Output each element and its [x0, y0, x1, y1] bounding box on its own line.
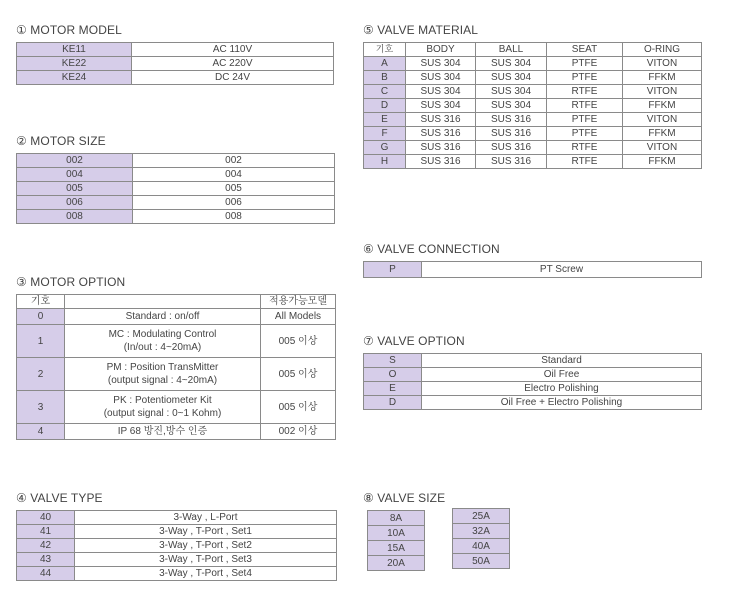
header-code: 기호 — [17, 295, 65, 309]
size-cell: 10A — [368, 526, 425, 541]
code-cell: 2 — [17, 358, 65, 391]
code-cell: O — [364, 368, 422, 382]
description-line: PK : Potentiometer Kit — [113, 395, 212, 406]
ball-cell: SUS 316 — [476, 141, 547, 155]
motor-option-section — [16, 275, 336, 440]
code-cell: B — [364, 71, 406, 85]
models-cell: 002 이상 — [261, 424, 336, 440]
table-row — [17, 358, 336, 391]
table-row — [17, 539, 337, 553]
valve-type-section — [16, 491, 337, 581]
value-cell: AC 110V — [132, 43, 334, 57]
seat-cell: RTFE — [547, 99, 623, 113]
value-cell: 006 — [133, 196, 335, 210]
table-row — [17, 154, 335, 168]
code-cell: 008 — [17, 210, 133, 224]
table-row — [364, 127, 702, 141]
value-cell: 004 — [133, 168, 335, 182]
body-cell: SUS 316 — [406, 155, 476, 169]
header-oring: O-RING — [623, 43, 702, 57]
table-row — [364, 262, 702, 278]
body-cell: SUS 316 — [406, 141, 476, 155]
description-line: IP 68 방진,방수 인증 — [117, 426, 208, 437]
header-code: 기호 — [364, 43, 406, 57]
valve-type-table — [16, 510, 337, 581]
oring-cell: FFKM — [623, 127, 702, 141]
table-row — [364, 71, 702, 85]
motor-size-table — [16, 153, 335, 224]
code-cell: 0 — [17, 309, 65, 325]
code-cell: 44 — [17, 567, 75, 581]
description-line: Standard : on/off — [125, 311, 200, 322]
oring-cell: VITON — [623, 113, 702, 127]
code-cell: H — [364, 155, 406, 169]
value-cell: 005 — [133, 182, 335, 196]
table-row — [364, 396, 702, 410]
value-cell: Oil Free — [422, 368, 702, 382]
size-cell: 15A — [368, 541, 425, 556]
ball-cell: SUS 316 — [476, 127, 547, 141]
description-cell — [65, 325, 261, 358]
valve-size-section — [363, 491, 490, 569]
size-cell: 32A — [453, 524, 510, 539]
code-cell: 006 — [17, 196, 133, 210]
valve-connection-title: ⑥ VALVE CONNECTION — [363, 242, 500, 256]
header-models: 적용가능모델 — [261, 295, 336, 309]
table-row — [453, 509, 510, 524]
code-cell: 42 — [17, 539, 75, 553]
code-cell: 41 — [17, 525, 75, 539]
description-subline: (output signal : 4~20mA) — [107, 375, 218, 386]
seat-cell: RTFE — [547, 141, 623, 155]
table-row — [364, 113, 702, 127]
ball-cell: SUS 304 — [476, 99, 547, 113]
size-cell: 40A — [453, 539, 510, 554]
table-row — [364, 368, 702, 382]
oring-cell: FFKM — [623, 99, 702, 113]
table-row — [453, 524, 510, 539]
description-cell — [65, 424, 261, 440]
code-cell: 004 — [17, 168, 133, 182]
oring-cell: FFKM — [623, 155, 702, 169]
size-cell: 25A — [453, 509, 510, 524]
table-row — [364, 99, 702, 113]
seat-cell: PTFE — [547, 57, 623, 71]
code-cell: KE22 — [17, 57, 132, 71]
value-cell: 008 — [133, 210, 335, 224]
table-row — [453, 554, 510, 569]
valve-connection-table — [363, 261, 702, 278]
value-cell: PT Screw — [422, 262, 702, 278]
oring-cell: FFKM — [623, 71, 702, 85]
header-body: BODY — [406, 43, 476, 57]
valve-connection-section — [363, 242, 702, 278]
size-cell: 8A — [368, 511, 425, 526]
seat-cell: PTFE — [547, 127, 623, 141]
code-cell: S — [364, 354, 422, 368]
table-row — [17, 424, 336, 440]
table-row — [17, 182, 335, 196]
code-cell: 4 — [17, 424, 65, 440]
table-row — [17, 57, 334, 71]
code-cell: F — [364, 127, 406, 141]
code-cell: P — [364, 262, 422, 278]
valve-option-section — [363, 334, 702, 410]
table-row — [17, 325, 336, 358]
value-cell: 3-Way , T-Port , Set1 — [75, 525, 337, 539]
ball-cell: SUS 316 — [476, 155, 547, 169]
table-row — [364, 354, 702, 368]
models-cell: 005 이상 — [261, 391, 336, 424]
motor-model-section — [16, 23, 334, 85]
body-cell: SUS 304 — [406, 99, 476, 113]
description-line: MC : Modulating Control — [108, 329, 217, 340]
code-cell: 1 — [17, 325, 65, 358]
valve-option-title: ⑦ VALVE OPTION — [363, 334, 465, 348]
valve-material-section — [363, 23, 702, 169]
table-header-row — [17, 295, 336, 309]
value-cell: 3-Way , L-Port — [75, 511, 337, 525]
header-ball: BALL — [476, 43, 547, 57]
description-cell — [65, 309, 261, 325]
motor-model-title: ① MOTOR MODEL — [16, 23, 122, 37]
code-cell: C — [364, 85, 406, 99]
code-cell: KE24 — [17, 71, 132, 85]
table-row — [17, 391, 336, 424]
valve-option-table — [363, 353, 702, 410]
models-cell: 005 이상 — [261, 325, 336, 358]
table-row — [364, 85, 702, 99]
value-cell: DC 24V — [132, 71, 334, 85]
description-cell — [65, 358, 261, 391]
code-cell: G — [364, 141, 406, 155]
table-header-row — [364, 43, 702, 57]
seat-cell: RTFE — [547, 85, 623, 99]
value-cell: AC 220V — [132, 57, 334, 71]
code-cell: 005 — [17, 182, 133, 196]
motor-size-title: ② MOTOR SIZE — [16, 134, 106, 148]
code-cell: 43 — [17, 553, 75, 567]
seat-cell: PTFE — [547, 71, 623, 85]
value-cell: 3-Way , T-Port , Set3 — [75, 553, 337, 567]
body-cell: SUS 316 — [406, 127, 476, 141]
body-cell: SUS 304 — [406, 71, 476, 85]
motor-option-table — [16, 294, 336, 440]
code-cell: D — [364, 99, 406, 113]
table-row — [364, 155, 702, 169]
table-row — [368, 556, 425, 571]
valve-size-table-left — [367, 510, 425, 571]
oring-cell: VITON — [623, 141, 702, 155]
table-row — [17, 210, 335, 224]
body-cell: SUS 304 — [406, 57, 476, 71]
table-row — [17, 525, 337, 539]
code-cell: 002 — [17, 154, 133, 168]
header-description — [65, 295, 261, 309]
models-cell: All Models — [261, 309, 336, 325]
seat-cell: RTFE — [547, 155, 623, 169]
code-cell: A — [364, 57, 406, 71]
value-cell: Oil Free + Electro Polishing — [422, 396, 702, 410]
ball-cell: SUS 304 — [476, 85, 547, 99]
code-cell: 3 — [17, 391, 65, 424]
size-cell: 20A — [368, 556, 425, 571]
valve-type-title: ④ VALVE TYPE — [16, 491, 103, 505]
motor-size-section — [16, 134, 335, 224]
value-cell: 3-Way , T-Port , Set2 — [75, 539, 337, 553]
code-cell: E — [364, 382, 422, 396]
description-cell — [65, 391, 261, 424]
valve-material-table — [363, 42, 702, 169]
table-row — [368, 541, 425, 556]
valve-material-title: ⑤ VALVE MATERIAL — [363, 23, 479, 37]
table-row — [17, 168, 335, 182]
description-line: PM : Position TransMitter — [106, 362, 219, 373]
header-seat: SEAT — [547, 43, 623, 57]
value-cell: Electro Polishing — [422, 382, 702, 396]
ball-cell: SUS 304 — [476, 71, 547, 85]
table-row — [17, 71, 334, 85]
table-row — [17, 567, 337, 581]
table-row — [368, 511, 425, 526]
description-subline: (In/out : 4~20mA) — [123, 342, 202, 353]
table-row — [17, 196, 335, 210]
code-cell: 40 — [17, 511, 75, 525]
code-cell: KE11 — [17, 43, 132, 57]
value-cell: Standard — [422, 354, 702, 368]
seat-cell: PTFE — [547, 113, 623, 127]
table-row — [17, 43, 334, 57]
oring-cell: VITON — [623, 85, 702, 99]
motor-option-title: ③ MOTOR OPTION — [16, 275, 126, 289]
body-cell: SUS 304 — [406, 85, 476, 99]
valve-size-title: ⑧ VALVE SIZE — [363, 491, 446, 505]
table-row — [364, 57, 702, 71]
table-row — [17, 309, 336, 325]
table-row — [17, 553, 337, 567]
description-subline: (output signal : 0~1 Kohm) — [103, 408, 222, 419]
table-row — [364, 141, 702, 155]
oring-cell: VITON — [623, 57, 702, 71]
models-cell: 005 이상 — [261, 358, 336, 391]
motor-model-table — [16, 42, 334, 85]
valve-size-table-right — [452, 508, 510, 569]
table-row — [453, 539, 510, 554]
code-cell: D — [364, 396, 422, 410]
value-cell: 3-Way , T-Port , Set4 — [75, 567, 337, 581]
size-cell: 50A — [453, 554, 510, 569]
value-cell: 002 — [133, 154, 335, 168]
table-row — [368, 526, 425, 541]
code-cell: E — [364, 113, 406, 127]
table-row — [364, 382, 702, 396]
ball-cell: SUS 304 — [476, 57, 547, 71]
ball-cell: SUS 316 — [476, 113, 547, 127]
body-cell: SUS 316 — [406, 113, 476, 127]
table-row — [17, 511, 337, 525]
